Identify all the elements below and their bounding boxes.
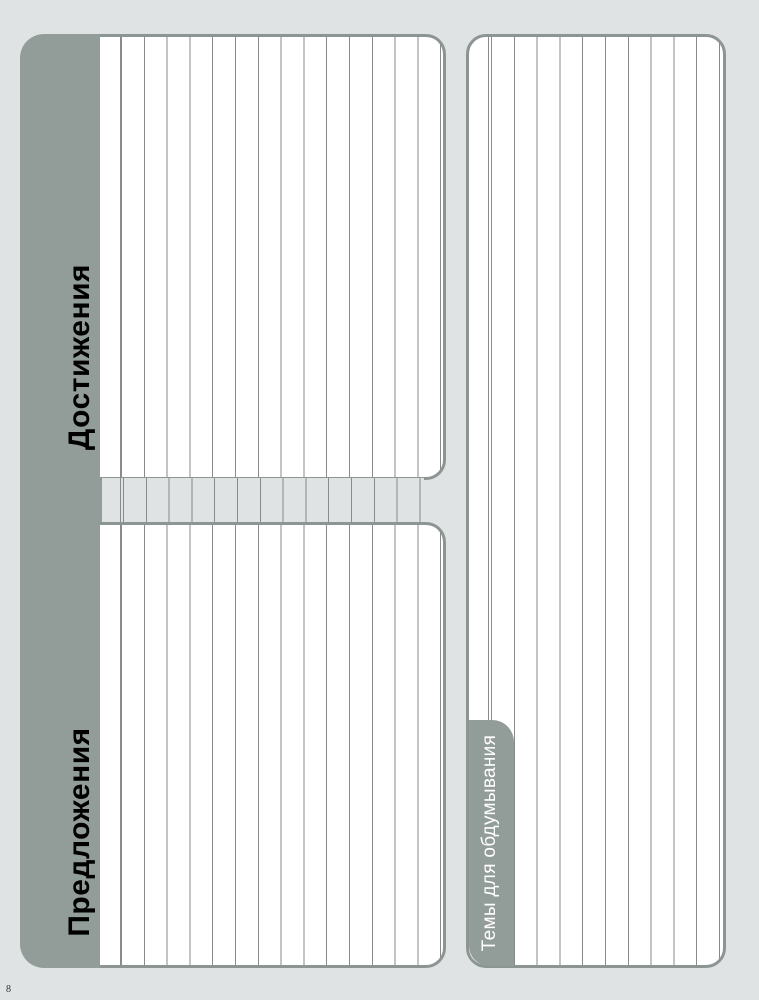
- page-number: 8: [6, 984, 11, 995]
- suggestions-lined-area[interactable]: [100, 522, 446, 968]
- topics-heading: Темы для обдумывания: [479, 734, 500, 952]
- panel-connector: [102, 478, 424, 522]
- achievements-lined-area[interactable]: [100, 34, 446, 480]
- achievements-heading: Достижения: [63, 263, 96, 451]
- suggestions-heading: Предложения: [63, 727, 96, 937]
